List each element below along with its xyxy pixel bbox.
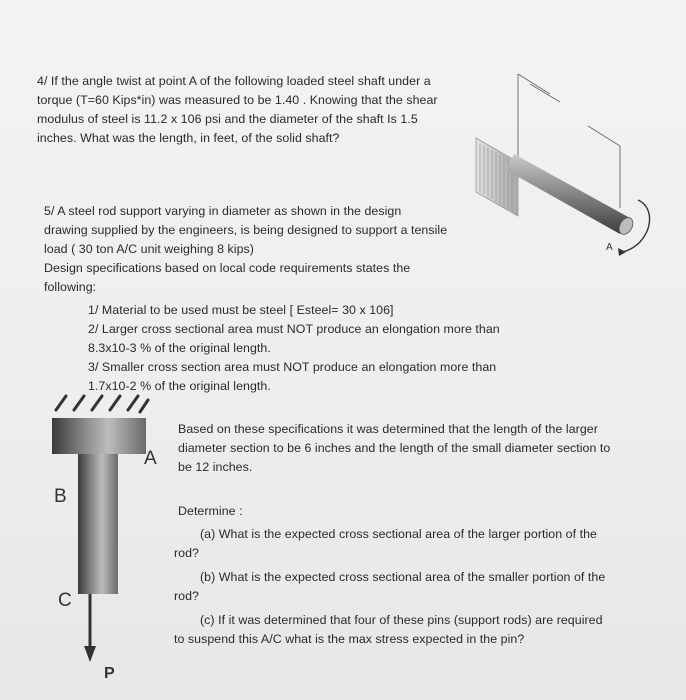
problem-5-line: 5/ A steel rod support varying in diameter as shown in the design: [44, 204, 402, 218]
label-a: A: [144, 448, 157, 469]
question-c-cont: to suspend this A/C what is the max stress expected in the pin?: [174, 632, 525, 646]
based-on-text: [178, 420, 610, 477]
problem-5-line: Design specifications based on local code requirements states the: [44, 261, 411, 275]
spec-line: 1/ Material to be used must be steel [ Esteel= 30 x 106]: [88, 303, 394, 317]
based-line: diameter section to be 6 inches and the length of the small diameter section to: [178, 441, 611, 455]
question-b: (b) What is the expected cross sectional area of the smaller portion of the: [200, 570, 606, 584]
question-a: (a) What is the expected cross sectional area of the larger portion of the: [200, 527, 597, 541]
question-a-cont: rod?: [174, 546, 199, 560]
point-a-label: A: [606, 242, 613, 253]
label-c: C: [58, 590, 72, 611]
problem-5-line: drawing supplied by the engineers, is being designed to support a tensile: [44, 223, 448, 237]
determine-section: [174, 502, 606, 649]
problem-4-line: 4/ If the angle twist at point A of the following loaded steel shaft under a: [37, 74, 431, 88]
torque-arrow-head: [618, 248, 626, 256]
problem-4-text: [37, 72, 438, 148]
label-p: P: [104, 665, 115, 682]
problem-4-line: inches. What was the length, in feet, of the solid shaft?: [37, 131, 340, 145]
determine-heading: Determine :: [178, 504, 243, 518]
problem-4-line: torque (T=60 Kips*in) was measured to be 1.40 . Knowing that the shear: [37, 93, 438, 107]
problem-5-line: following:: [44, 280, 97, 294]
load-arrow-head: [84, 646, 96, 662]
question-b-cont: rod?: [174, 589, 199, 603]
based-line: be 12 inches.: [178, 460, 253, 474]
based-line: Based on these specifications it was determined that the length of the larger: [178, 422, 598, 436]
problem-5-line: load ( 30 ton A/C unit weighing 8 kips): [44, 242, 254, 256]
spec-line: 2/ Larger cross sectional area must NOT produce an elongation more than: [88, 322, 500, 336]
problem-5-text: [44, 202, 447, 297]
rod-large-section: [52, 418, 146, 454]
rod-small-section: [78, 454, 118, 594]
specifications-list: [88, 301, 500, 396]
shaft-figure: [470, 66, 670, 266]
problem-4-line: modulus of steel is 11.2 x 106 psi and the diameter of the shaft Is 1.5: [37, 112, 418, 126]
label-b: B: [54, 486, 67, 507]
spec-line: 1.7x10-2 % of the original length.: [88, 379, 271, 393]
ceiling-hatch: [56, 396, 148, 412]
solid-shaft: [506, 154, 630, 234]
rod-figure: [36, 390, 166, 690]
spec-line: 3/ Smaller cross section area must NOT produce an elongation more than: [88, 360, 497, 374]
question-c: (c) If it was determined that four of these pins (support rods) are required: [200, 613, 603, 627]
spec-line: 8.3x10-3 % of the original length.: [88, 341, 271, 355]
